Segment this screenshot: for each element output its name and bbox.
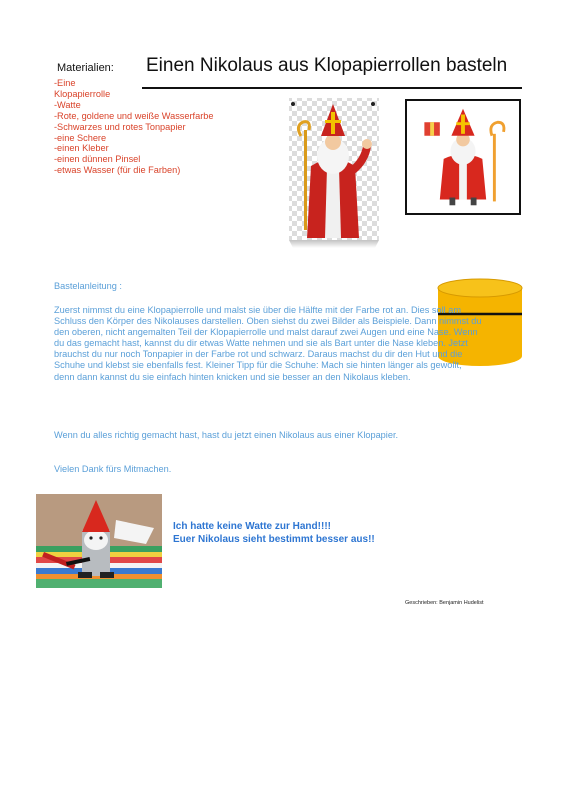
list-item: -Watte (54, 99, 81, 110)
materials-list (54, 78, 214, 176)
craft-photo (36, 494, 162, 588)
materials-label: Materialien: (57, 62, 114, 74)
list-item: -Eine (54, 78, 76, 88)
note-line: Euer Nikolaus sieht bestimmt besser aus!! (173, 534, 375, 545)
list-item: -einen Kleber (54, 143, 109, 154)
list-item: Klopapierrolle (54, 88, 111, 99)
list-item: -einen dünnen Pinsel (54, 154, 141, 165)
list-item: -eine Schere (54, 132, 107, 143)
photo-note (173, 520, 375, 546)
instructions-paragraph: Wenn du alles richtig gemacht hast, hast du jetzt einen Nikolaus aus einer Klopapier. (54, 430, 399, 440)
note-line: Ich hatte keine Watte zur Hand!!!! (173, 521, 331, 532)
instructions-paragraph: Zuerst nimmst du eine Klopapierrolle und malst sie über die Hälfte mit der Farbe rot an. Dies soll am Schluss den Körper des Nikolauses darstellen. Oben siehst du zwei Bilder als Beispiele. Dann nimmst du den oberen, nicht angemalten Teil der Klopapierrolle und malst darauf zwei Augen und eine Nase. Wenn du das gemacht hast, kannst du dir etwas Watte nehmen und sie als Bart unter die Nase kleben. Jetzt brauchst du nur noch Tonpapier in der Farbe rot und schwarz. Daraus machst du dir den Hut und die Schuhe und klebst sie ebenfalls fest. Kleiner Tipp für die Schuhe: Mach sie hinten länger als gewollt, denn dann kannst du sie einfach hinten knicken und sie besser an den Nikolaus kleben. (54, 305, 482, 382)
author-credit: Geschrieben: Benjamin Hudelist (405, 600, 484, 606)
nikolaus-image-2 (405, 99, 521, 215)
list-item: -Rote, goldene und weiße Wasserfarbe (54, 110, 214, 121)
list-item: -etwas Wasser (für die Farben) (54, 165, 181, 176)
list-item: -Schwarzes und rotes Tonpapier (54, 121, 186, 132)
instructions-heading: Bastelanleitung : (54, 281, 122, 291)
page-title: Einen Nikolaus aus Klopapierrollen basteln (146, 55, 508, 76)
thanks-text: Vielen Dank fürs Mitmachen. (54, 464, 172, 474)
nikolaus-image-1 (287, 96, 381, 248)
